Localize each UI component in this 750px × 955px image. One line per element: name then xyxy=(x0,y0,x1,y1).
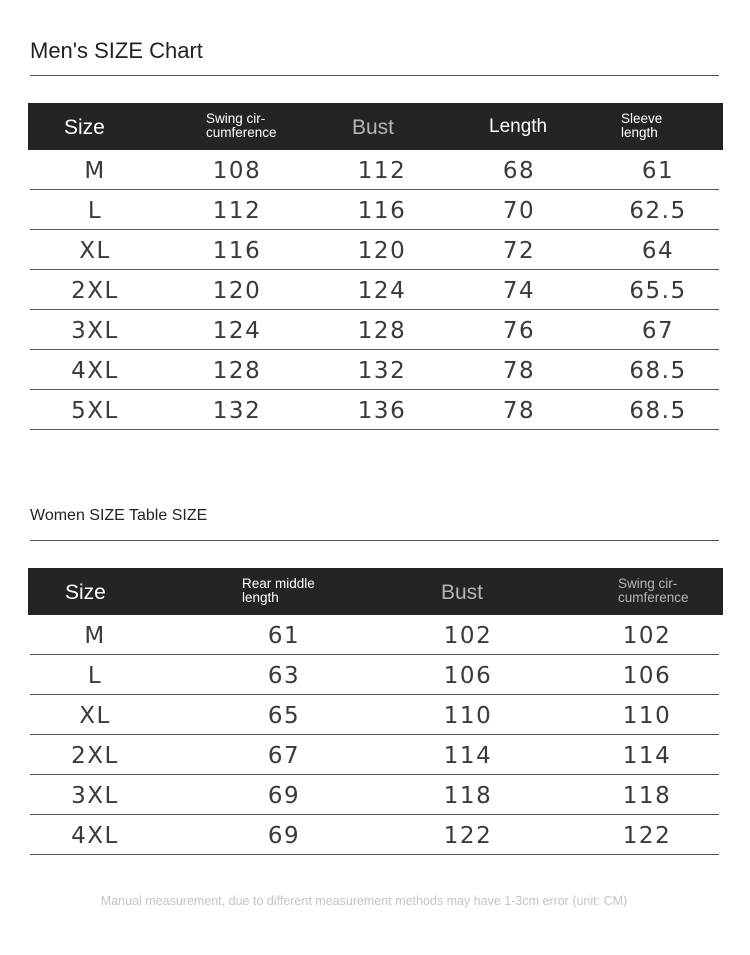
women-size-table-title: Women SIZE Table SIZE xyxy=(30,507,208,524)
men-header-swing-circumference: Swing cir-cumference xyxy=(206,111,277,140)
women-header-rear-middle-length: Rear middle length xyxy=(242,576,315,605)
men-header-sleeve-length: Sleeve length xyxy=(621,111,663,140)
men-cell: M xyxy=(84,158,106,184)
women-table-row xyxy=(28,775,723,815)
women-cell: 61 xyxy=(267,623,301,649)
women-table-body xyxy=(28,615,723,855)
women-cell: 118 xyxy=(443,783,493,809)
women-cell: 102 xyxy=(622,623,672,649)
men-cell: 5XL xyxy=(71,398,119,424)
women-cell: XL xyxy=(79,703,111,729)
men-cell: 61 xyxy=(641,158,675,184)
women-cell: 106 xyxy=(622,663,672,689)
men-size-chart-title: Men's SIZE Chart xyxy=(30,38,203,63)
women-table-row xyxy=(28,695,723,735)
men-cell: 120 xyxy=(212,278,262,304)
women-cell: 102 xyxy=(443,623,493,649)
men-cell: 70 xyxy=(502,198,536,224)
men-header-length: Length xyxy=(489,116,548,137)
men-cell: 68 xyxy=(502,158,536,184)
women-table-row xyxy=(28,815,723,855)
women-cell: 110 xyxy=(622,703,672,729)
women-cell: 114 xyxy=(622,743,672,769)
women-cell: 114 xyxy=(443,743,493,769)
men-cell: 136 xyxy=(357,398,407,424)
measurement-footnote: Manual measurement, due to different measurement methods may have 1-3cm error (unit: CM) xyxy=(100,894,628,908)
men-cell: 128 xyxy=(212,358,262,384)
men-table-header xyxy=(28,103,723,150)
women-cell: 122 xyxy=(622,823,672,849)
men-cell: 4XL xyxy=(71,358,119,384)
men-row-divider xyxy=(30,429,719,431)
women-header-bust: Bust xyxy=(441,581,484,604)
men-cell: 128 xyxy=(357,318,407,344)
women-table-row xyxy=(28,615,723,655)
women-cell: M xyxy=(84,623,106,649)
women-cell: 69 xyxy=(267,783,301,809)
men-cell: 112 xyxy=(357,158,407,184)
women-row-divider xyxy=(30,854,719,856)
men-cell: 116 xyxy=(357,198,407,224)
men-cell: 62.5 xyxy=(629,198,687,224)
women-cell: 67 xyxy=(267,743,301,769)
men-cell: 116 xyxy=(212,238,262,264)
men-cell: 78 xyxy=(502,398,536,424)
men-cell: 3XL xyxy=(71,318,119,344)
men-title-divider xyxy=(30,75,719,76)
men-table-row xyxy=(28,350,723,390)
men-header-size: Size xyxy=(64,116,105,139)
women-cell: 3XL xyxy=(71,783,119,809)
men-cell: 112 xyxy=(212,198,262,224)
men-cell: 132 xyxy=(212,398,262,424)
women-cell: 118 xyxy=(622,783,672,809)
men-cell: 76 xyxy=(502,318,536,344)
women-cell: 63 xyxy=(267,663,301,689)
men-table-row xyxy=(28,150,723,190)
men-cell: 67 xyxy=(641,318,675,344)
women-cell: 69 xyxy=(267,823,301,849)
men-cell: XL xyxy=(79,238,111,264)
women-table-row xyxy=(28,655,723,695)
men-cell: 74 xyxy=(502,278,536,304)
women-cell: 106 xyxy=(443,663,493,689)
men-cell: 124 xyxy=(357,278,407,304)
men-cell: 108 xyxy=(212,158,262,184)
women-table-header xyxy=(28,568,723,615)
men-size-table xyxy=(28,103,723,430)
men-table-body xyxy=(28,150,723,430)
men-cell: 2XL xyxy=(71,278,119,304)
women-cell: L xyxy=(87,663,103,689)
men-cell: 68.5 xyxy=(629,398,687,424)
women-title-divider xyxy=(30,540,719,541)
women-header-size: Size xyxy=(65,581,106,604)
men-cell: 65.5 xyxy=(629,278,687,304)
women-table-row xyxy=(28,735,723,775)
women-size-table xyxy=(28,568,723,855)
women-cell: 110 xyxy=(443,703,493,729)
men-cell: 124 xyxy=(212,318,262,344)
men-cell: 132 xyxy=(357,358,407,384)
women-cell: 65 xyxy=(267,703,301,729)
women-header-swing-circumference: Swing cir-cumference xyxy=(618,576,689,605)
women-cell: 122 xyxy=(443,823,493,849)
men-cell: 72 xyxy=(502,238,536,264)
men-table-row xyxy=(28,310,723,350)
men-cell: L xyxy=(87,198,103,224)
women-cell: 4XL xyxy=(71,823,119,849)
men-cell: 120 xyxy=(357,238,407,264)
men-table-row xyxy=(28,230,723,270)
men-cell: 68.5 xyxy=(629,358,687,384)
men-cell: 64 xyxy=(641,238,675,264)
men-table-row xyxy=(28,270,723,310)
men-header-bust: Bust xyxy=(352,116,395,139)
men-table-row xyxy=(28,190,723,230)
men-table-row xyxy=(28,390,723,430)
women-cell: 2XL xyxy=(71,743,119,769)
men-cell: 78 xyxy=(502,358,536,384)
